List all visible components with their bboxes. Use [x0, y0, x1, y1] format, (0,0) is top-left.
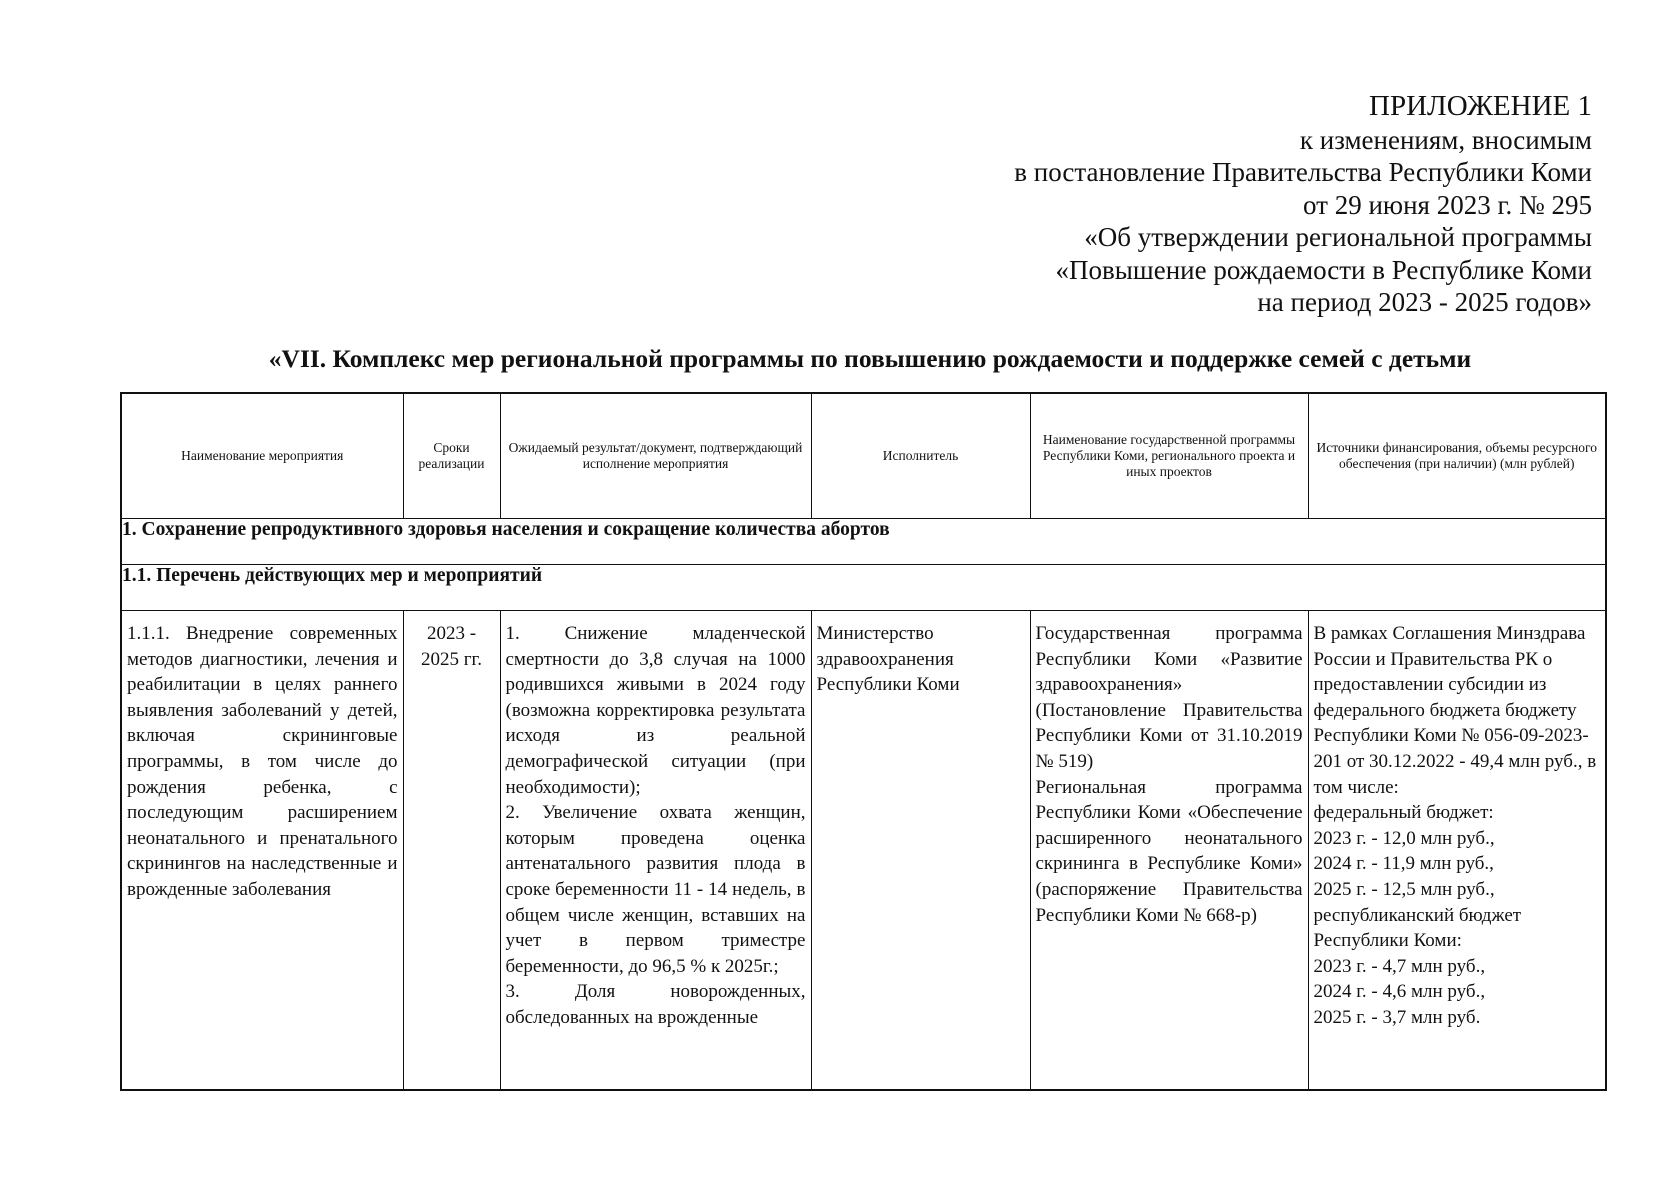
result-cell	[500, 611, 811, 1091]
header-line: на период 2023 - 2025 годов»	[1257, 287, 1592, 317]
period-cell	[403, 611, 500, 1091]
result-item: 1. Снижение младенческой смертности до 3,8 случая на 1000 родившихся живыми в 2024 году (возможна корректировка результата исходя из реальной демографической ситуации (при необходимости);	[505, 623, 806, 798]
column-header-result: Ожидаемый результат/документ, подтверждающий исполнение мероприятия	[500, 393, 811, 519]
subsection-heading: 1.1. Перечень действующих мер и мероприятий	[121, 565, 1606, 611]
funding-item: В рамках Соглашения Минздрава России и Правительства РК о предоставлении субсидии из федерального бюджета бюджету Республики Коми № 056-09-2023-201 от 30.12.2022 - 49,4 млн руб., в том числе:	[1313, 623, 1597, 798]
measures-table	[120, 392, 1607, 1091]
program-item: Государственная программа Республики Коми «Развитие здравоохранения» (Постановление Правительства Республики Коми от 31.10.2019 № 519)	[1035, 623, 1303, 772]
header-line: «Об утверждении региональной программы	[1084, 222, 1592, 252]
section-title: «VII. Комплекс мер региональной программы по повышению рождаемости и поддержке семей с детьми	[268, 344, 1472, 373]
table-row	[121, 519, 1606, 565]
funding-list	[1309, 611, 1606, 1031]
column-header-period: Сроки реализации	[403, 393, 500, 519]
program-item: Региональная программа Республики Коми «Обеспечение расширенного неонатального скрининга в Республике Коми» (распоряжение Правительства Республики Коми № 668-р)	[1035, 776, 1303, 926]
measure-name: 1.1.1. Внедрение современных методов диагностики, лечения и реабилитации в целях раннего выявления заболеваний у детей, включая скрининговые программы, в том числе до рождения ребенка, с последующим расширением неонатального и пренатального скринингов на наследственные и врожденные заболевания	[127, 623, 398, 900]
funding-item: 2024 г. - 4,6 млн руб.,	[1313, 981, 1486, 1003]
document-header	[692, 90, 1592, 319]
funding-item: республиканский бюджет Республики Коми:	[1313, 904, 1522, 952]
funding-item: 2023 г. - 12,0 млн руб.,	[1313, 827, 1495, 849]
funding-item: федеральный бюджет:	[1313, 802, 1494, 824]
period: 2023 - 2025 гг.	[421, 623, 482, 670]
header-line: «Повышение рождаемости в Республике Коми	[1055, 254, 1592, 285]
column-header-name: Наименование мероприятия	[121, 393, 403, 519]
column-header-executor: Исполнитель	[811, 393, 1030, 519]
executor-cell	[811, 611, 1030, 1091]
result-item: 3. Доля новорожденных, обследованных на врожденные	[505, 981, 806, 1028]
header-line: от 29 июня 2023 г. № 295	[1303, 189, 1592, 220]
measure-name-cell	[121, 611, 403, 1091]
table-header-row	[121, 393, 1606, 519]
funding-item: 2025 г. - 3,7 млн руб.	[1313, 1006, 1481, 1028]
funding-item: 2023 г. - 4,7 млн руб.,	[1313, 955, 1486, 977]
column-header-program: Наименование государственной программы Республики Коми, регионального проекта и иных проектов	[1030, 393, 1308, 519]
header-line: к изменениям, вносимым	[1299, 124, 1592, 155]
result-list	[501, 611, 811, 1031]
section-heading: 1. Сохранение репродуктивного здоровья населения и сокращение количества абортов	[121, 519, 1606, 565]
executor: Министерство здравоохранения Республики Коми	[816, 623, 960, 696]
funding-item: 2024 г. - 11,9 млн руб.,	[1313, 853, 1494, 875]
program-list	[1031, 611, 1308, 928]
program-cell	[1030, 611, 1308, 1091]
header-line: в постановление Правительства Республики Коми	[1014, 157, 1592, 187]
funding-cell	[1308, 611, 1606, 1091]
appendix-title: ПРИЛОЖЕНИЕ 1	[1369, 90, 1592, 122]
column-header-funding: Источники финансирования, объемы ресурсного обеспечения (при наличии) (млн рублей)	[1308, 393, 1606, 519]
table-row	[121, 565, 1606, 611]
table-row	[121, 611, 1606, 1091]
result-item: 2. Увеличение охвата женщин, которым проведена оценка антенатального развития плода в сроке беременности 11 - 14 недель, в общем числе женщин, вставших на учет в первом триместре беременности, до 96,5 % к 2025г.;	[505, 802, 806, 977]
funding-item: 2025 г. - 12,5 млн руб.,	[1313, 878, 1495, 900]
